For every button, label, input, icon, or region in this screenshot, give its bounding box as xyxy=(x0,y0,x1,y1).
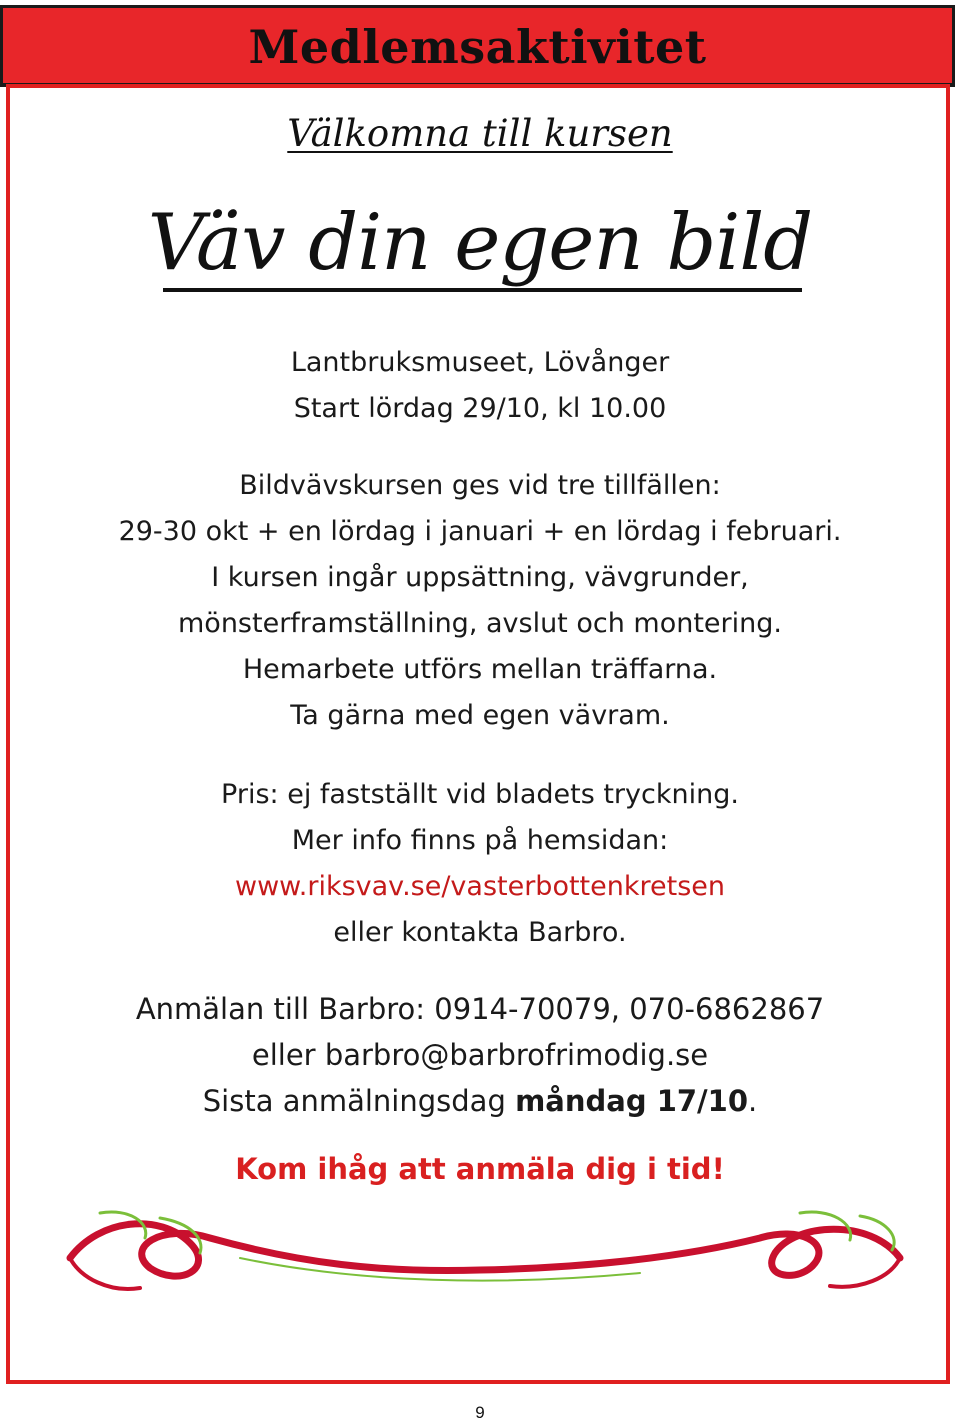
website-link[interactable]: www.riksvav.se/vasterbottenkretsen xyxy=(235,871,725,902)
contact-line: eller kontakta Barbro. xyxy=(333,917,627,948)
course-info-block xyxy=(0,463,960,739)
more-info-line: Mer info finns på hemsidan: xyxy=(291,825,669,856)
title-underline xyxy=(163,288,802,292)
signup-phone-line: Anmälan till Barbro: 0914-70079, 070-6862867 xyxy=(135,992,825,1026)
start-line: Start lördag 29/10, kl 10.00 xyxy=(293,393,667,424)
deadline-prefix: Sista anmälningsdag xyxy=(202,1084,516,1118)
course-title: Väv din egen bild xyxy=(147,198,813,288)
price-info-block xyxy=(0,772,960,956)
course-info-line: Hemarbete utförs mellan träffarna. xyxy=(242,654,718,685)
page-number: 9 xyxy=(475,1403,485,1422)
signup-block xyxy=(0,986,960,1124)
reminder-text: Kom ihåg att anmäla dig i tid! xyxy=(235,1152,725,1186)
welcome-text: Välkomna till kursen xyxy=(287,112,673,155)
deadline-suffix: . xyxy=(748,1084,758,1118)
location-line: Lantbruksmuseet, Lövånger xyxy=(290,347,670,378)
course-info-line: 29-30 okt + en lördag i januari + en lördag i februari. xyxy=(118,516,842,547)
ribbon-flourish-icon xyxy=(40,1198,920,1308)
location-block xyxy=(0,340,960,432)
course-info-line: Ta gärna med egen vävram. xyxy=(290,700,670,731)
signup-email-line: eller barbro@barbrofrimodig.se xyxy=(251,1038,709,1072)
deadline-date: måndag 17/10 xyxy=(515,1084,748,1118)
course-info-line: mönsterframställning, avslut och montering. xyxy=(178,608,782,639)
welcome-heading xyxy=(0,112,960,155)
course-info-line: I kursen ingår uppsättning, vävgrunder, xyxy=(211,562,749,593)
header-title: Medlemsaktivitet xyxy=(248,20,707,74)
deadline-line xyxy=(0,1078,960,1124)
course-info-line: Bildvävskursen ges vid tre tillfällen: xyxy=(239,470,721,501)
price-line: Pris: ej fastställt vid bladets tryckning. xyxy=(221,779,739,810)
header-banner xyxy=(0,5,955,87)
